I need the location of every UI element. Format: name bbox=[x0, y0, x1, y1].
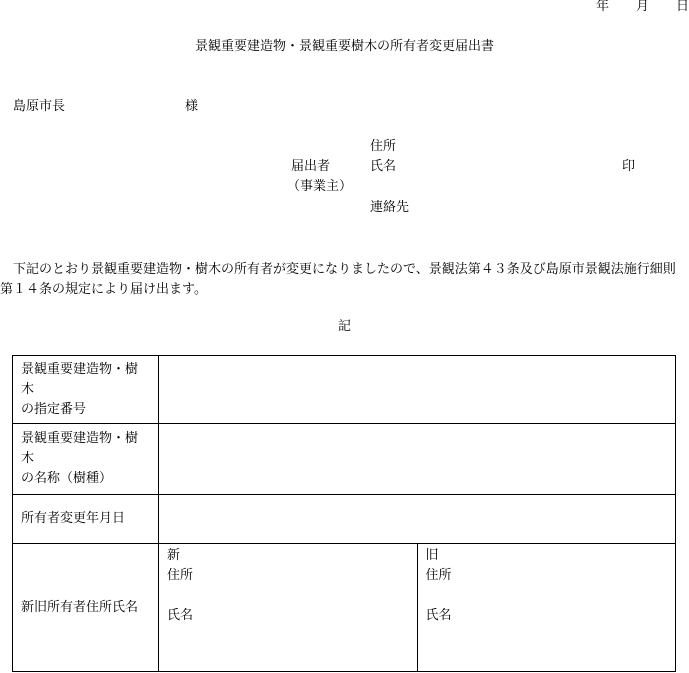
change-date-label: 所有者変更年月日 bbox=[13, 495, 159, 544]
designation-number-label bbox=[13, 356, 159, 424]
new-name-label: 氏名 bbox=[167, 608, 194, 623]
month-label: 月 bbox=[636, 0, 650, 14]
day-label: 日 bbox=[676, 0, 689, 14]
new-owner-cell[interactable] bbox=[159, 544, 418, 672]
old-heading: 旧 bbox=[425, 548, 439, 563]
table-row bbox=[13, 495, 676, 544]
old-address-label: 住所 bbox=[425, 568, 452, 583]
notifier-address-label: 住所 bbox=[370, 139, 397, 154]
body-paragraph bbox=[0, 260, 689, 300]
new-address-label: 住所 bbox=[167, 568, 194, 583]
year-label: 年 bbox=[596, 0, 610, 14]
name-species-value[interactable] bbox=[159, 424, 676, 495]
old-owner-cell[interactable] bbox=[417, 544, 676, 672]
label-line: の指定番号 bbox=[21, 401, 87, 417]
new-heading: 新 bbox=[167, 548, 181, 563]
table-row bbox=[13, 424, 676, 495]
change-date-value[interactable] bbox=[159, 495, 676, 544]
old-name-label: 氏名 bbox=[425, 608, 452, 623]
label-line: の名称（樹種） bbox=[21, 471, 113, 486]
ki-heading: 記 bbox=[337, 319, 351, 334]
addressee: 島原市長 bbox=[13, 99, 66, 114]
notifier-name-label: 氏名 bbox=[370, 159, 397, 174]
honorific: 様 bbox=[185, 99, 199, 114]
owner-address-name-label: 新旧所有者住所氏名 bbox=[13, 544, 159, 672]
label-line: 景観重要建造物・樹木 bbox=[21, 431, 139, 466]
notification-table bbox=[12, 355, 676, 672]
table-row bbox=[13, 356, 676, 424]
notifier-contact-label: 連絡先 bbox=[370, 200, 410, 215]
body-line-1: 下記のとおり景観重要建造物・樹木の所有者が変更になりましたので、景観法第４３条及び島原市景観法施行細則 bbox=[13, 262, 676, 277]
business-owner-label: （事業主） bbox=[287, 179, 353, 194]
body-line-2: 第１４条の規定により届け出ます。 bbox=[0, 282, 207, 297]
document-title: 景観重要建造物・景観重要樹木の所有者変更届出書 bbox=[194, 39, 494, 54]
seal-mark: 印 bbox=[622, 159, 636, 174]
table-row bbox=[13, 544, 676, 672]
name-species-label bbox=[13, 424, 159, 495]
label-line: 景観重要建造物・樹木 bbox=[21, 361, 139, 397]
notifier-label: 届出者 bbox=[291, 159, 331, 174]
designation-number-value[interactable] bbox=[159, 356, 676, 424]
